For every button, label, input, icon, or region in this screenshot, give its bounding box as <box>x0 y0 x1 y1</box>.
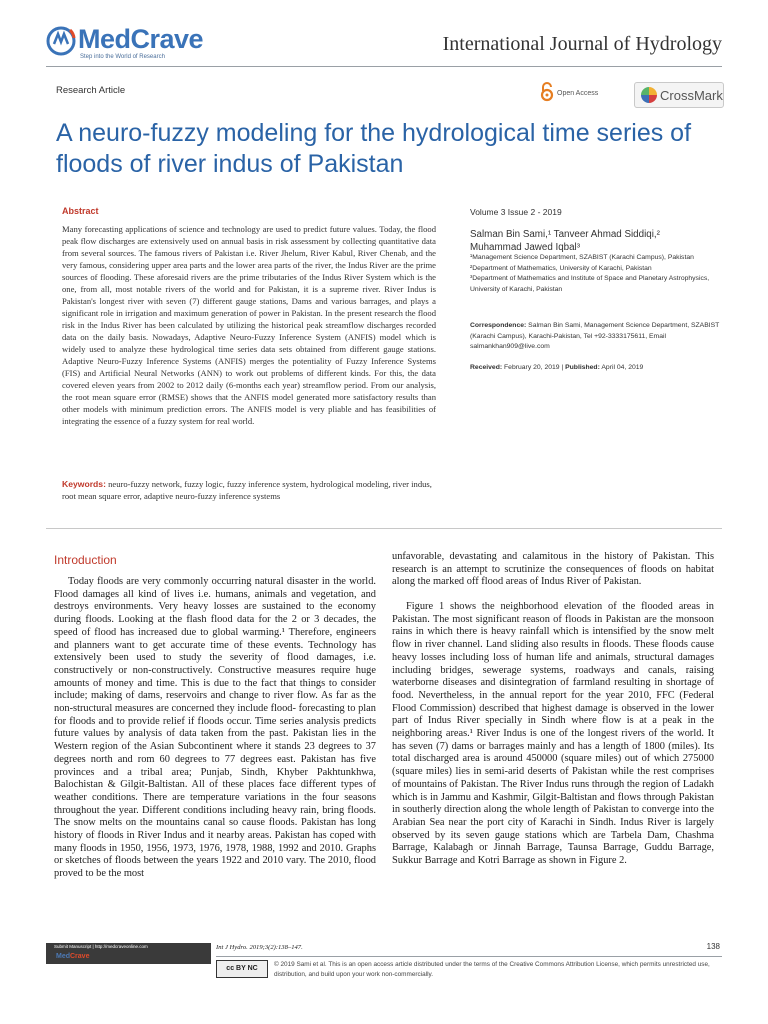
keywords <box>62 478 436 502</box>
abstract-text: Many forecasting applications of science and technology are used to predict future values. Today, the flood peak flow discharges are extensively used on annual basis in risk assessment by collecting quantitative data from several sources. The famous rivers of Pakistan i.e. River Jhelum, River Kabul, River Chenab, and the very famous, considering upper area parts and the lower area parts of the river, the Indus River are the prime sources of flooding. These aforesaid rivers are the prime tributaries of the Indus River System which is the one, from all, most notable rivers of the world and for Pakistan, it is a supreme river. River Indus is Pakistan's longest river with seven (7) different gauge stations, Dams and various barrages, and plays a significant role in irrigation and maximum generation of power in Pakistan. In the present research the flood risk in the Indus River has been calculated by utilizing the historical peak streamflow discharges recorded data on the daily basis. Nowadays, Adaptive Neuro-Fuzzy Inference System (ANFIS) model which is widely used to analyze these hydrological time series data sets obtained from different gauge stations. Adaptive Neuro-Fuzzy Inference Systems (ANFIS) merges the potentiality of Fuzzy Inference Systems (FIS) and Artificial Neural Networks (ANN) to work out problems of different kinds. For this, the data covered eleven years from 2002 to 2012 daily (6-months each year) streamflow period. From our analysis, the root mean square error (RMSE) shows that the ANFIS model generated more satisfactory results than other models with minimum prediction errors. The ANFIS model is very pliable and has feasibilities of integrating the essence of a fuzzy system for real world. <box>62 224 436 426</box>
correspondence-text: Salman Bin Sami, Management Science Department, SZABIST (Karachi Campus), Karachi-Pakistan, Tel +92-3333175611, Email <box>470 322 720 340</box>
medcrave-logo-icon[interactable] <box>46 24 76 58</box>
correspondence-email[interactable]: salmankhan909@live.com <box>470 343 550 351</box>
affiliation-1: ¹Management Science Department, SZABIST (Karachi Campus), Pakistan <box>470 254 694 261</box>
authors-line-2: Muhammad Jawed Iqbal³ <box>470 241 580 253</box>
authors-line-1: Salman Bin Sami,¹ Tanveer Ahmad Siddiqi,² <box>470 229 660 240</box>
license-text: © 2019 Sami et al. This is an open access article distributed under the terms of the Creative Commons Attribution License, which permits unrestricted use, distribution, and build upon your work non-commercially. <box>274 961 710 978</box>
introduction-heading: Introduction <box>54 553 117 567</box>
received-label: Received: <box>470 364 503 371</box>
footer-logo-crave: Crave <box>70 953 90 960</box>
article-type: Research Article <box>56 85 126 96</box>
open-access-lock-icon <box>540 82 554 102</box>
footer-logo-med: Med <box>56 953 70 960</box>
header-divider <box>46 66 722 67</box>
affiliation-3: ³Department of Mathematics and Institute of Space and Planetary Astrophysics, University of Karachi, Pakistan <box>470 275 710 293</box>
intro-right-paragraph-2: Figure 1 shows the neighborhood elevation of the flooded areas in Pakistan. The most significant reason of floods in Pakistan are the monsoon rains in which there is heavy rainfall which is intensified by the snow melt flow in river channel. Land sliding also results in floods. These floods cause heavy losses including loss of human life and animals, structural damages including bridges, sewerage systems, roadways and canals, raising waterborne diseases and disintegration of farmland resulting in shortage of food. Nevertheless, in the annual report for the year 2010, FFC (Federal Flood Commission) described that highest damage is observed in the lower part of Indus River specially in Sindh where flow is at a peak in the neighboring areas.¹ River Indus is one of the longest rivers of the world. It has seven (7) dams or barrages mainly and has a length of 1800 (miles). Its total discharged area is around 450000 (square miles) out of which 275000 (square miles) lies in semi-arid deserts of Pakistan while the rest comprises of mountains of Pakistan. The River Indus runs through the region of Ladakh which is in Jammu and Kashmir, Gilgit-Baltistan and flows through Pakistan in southerly direction along the whole length of Pakistan to converge into the Arabian Sea near the port city of Karachi in Sindh. Indus River is largely observed by its seven gauge stations which are Tarbela Dam, Chashma Barrage, Kalabagh or Jinnah Barrage, Taunsa Barrage, Guddu Barrage, Sukkur Barrage and Kotri Barrage as shown in Figure 2. <box>392 601 714 867</box>
section-divider <box>46 528 722 529</box>
intro-right-paragraph-1: unfavorable, devastating and calamitous in the history of Pakistan. This research is an attempt to scrutinize the consequences of floods on habitat along the marked off flood areas of Indus River of Pakistan. <box>392 551 714 588</box>
submit-manuscript-link[interactable]: Submit Manuscript | http://medcraveonline.com <box>54 944 148 949</box>
brand-name[interactable]: MedCrave <box>78 24 204 54</box>
page-number: 138 <box>706 942 720 951</box>
dates: Received: February 20, 2019 | Published: April 04, 2019 <box>470 364 644 371</box>
published-date: April 04, 2019 <box>601 364 644 371</box>
article-title: A neuro-fuzzy modeling for the hydrological time series of floods of river indus of Pakistan <box>56 119 692 178</box>
crossmark-label: CrossMark <box>660 88 723 103</box>
keywords-text: neuro-fuzzy network, fuzzy logic, fuzzy inference system, hydrological modeling, river indus, root mean square error, adaptive neuro-fuzzy inference systems <box>62 479 432 501</box>
abstract-heading: Abstract <box>62 206 99 216</box>
brand-tagline: Step into the World of Research <box>80 54 165 60</box>
authors <box>470 229 720 254</box>
published-label: Published: <box>565 364 600 371</box>
volume-issue: Volume 3 Issue 2 - 2019 <box>470 207 562 217</box>
footer-divider <box>216 956 722 957</box>
keywords-label: Keywords: <box>62 479 106 489</box>
received-date: February 20, 2019 <box>504 364 560 371</box>
creative-commons-badge[interactable]: cc BY NC <box>216 960 268 978</box>
affiliation-2: ²Department of Mathematics, University of Karachi, Pakistan <box>470 264 652 272</box>
correspondence-label: Correspondence: <box>470 322 527 329</box>
correspondence <box>470 321 720 353</box>
affiliations <box>470 253 720 295</box>
footer-logo <box>56 953 89 960</box>
crossmark-icon <box>640 86 658 104</box>
intro-left-column: Today floods are very commonly occurring natural disaster in the world. Flood damages all kind of lives i.e. humans, animals and vegetation, and destroys environments. Very heavy losses are sustained to the economy during floods. Looking at the flash flood data for the 2 or 3 decades, the speed of flood has increased due to global warming.¹ Therefore, engineers and planners want to get accurate time of these events. Technology has extensively been used to study the severity of flood damages, i.e. constructively or non-constructively. Constructive measures require huge amounts of money and time. This is due to the fact that things to consider include; making of dams, reservoirs and change to river flow. As far as the non-structural measures are concerned they include flood- forecasting to plan for floods and to provide relief if floods occur. Time series analysis predicts future values by analysis of data taken from the past. Pakistan lies in the Western region of the Asian Subcontinent where it stands 23 degrees to 37 degrees north and rom 60 degrees to 77 degrees east. Pakistan has five provinces and a tribal area; Punjab, Sindh, Khyber Pakhtunkhwa, Balochistan & Gilgit-Baltistan. All of these places face different types of weather conditions. There are temperature variations in the four seasons throughout the year. Different conditions including heavy rain, bring floods. The snow melts on the mountains canal so cause floods. Pakistan has long history of floods in River Indus and it nearby areas. Pakistan has coped with many floods in 1950, 1956, 1973, 1976, 1978, 1988, 1992 and 2010. Graphs or sketches of floods between the years 1922 and 2010 vary. The 2010, flood proved to be the most <box>54 576 376 880</box>
journal-title[interactable]: International Journal of Hydrology <box>442 33 722 55</box>
open-access-label: Open Access <box>557 90 599 97</box>
citation: Int J Hydro. 2019;3(2):138–147. <box>216 944 303 951</box>
